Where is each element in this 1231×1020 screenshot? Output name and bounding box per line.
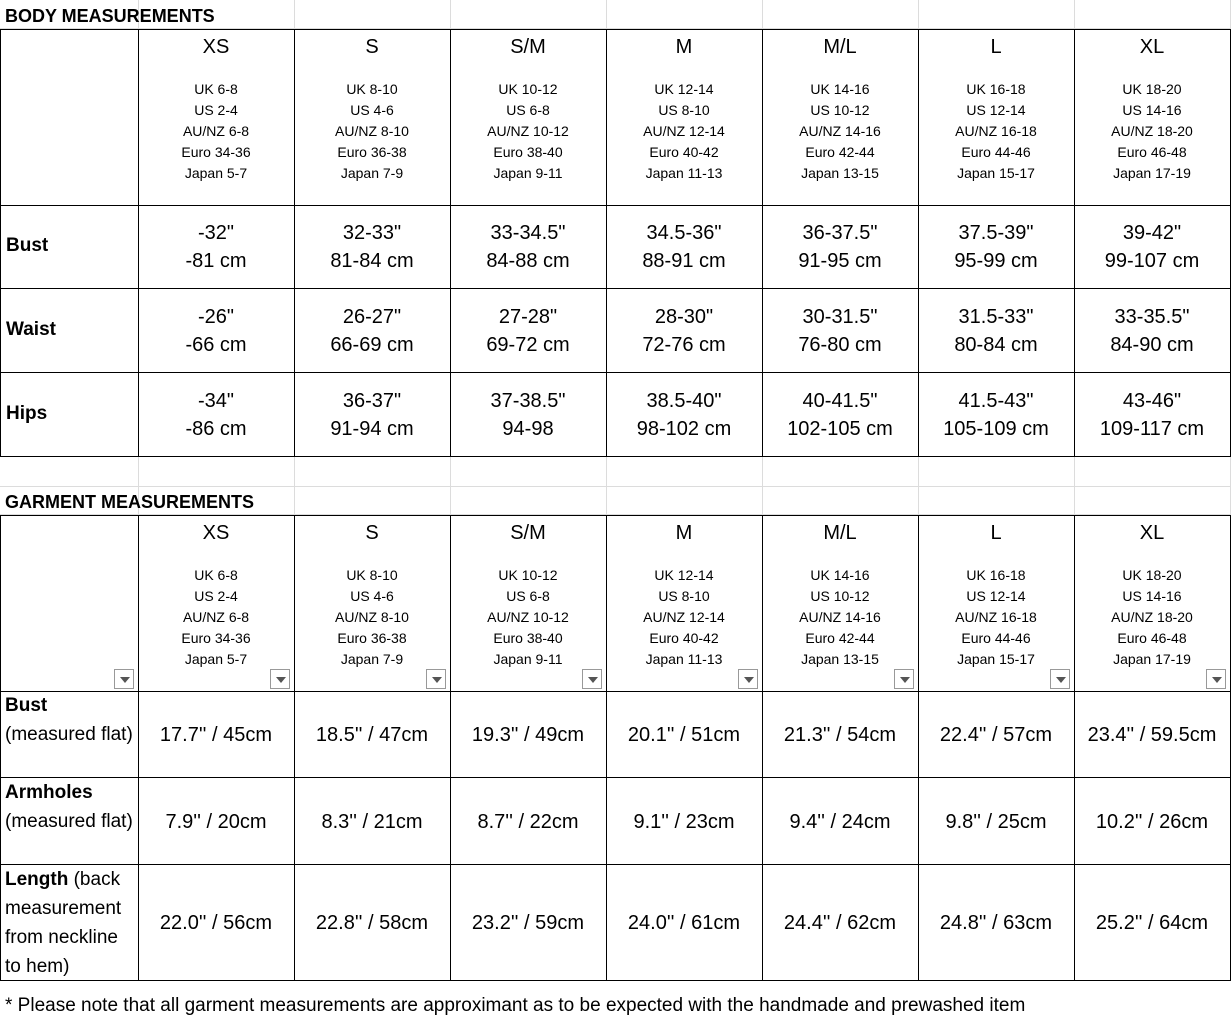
- value-inches: 36-37.5": [802, 222, 878, 244]
- size-conversions: [918, 79, 1074, 184]
- value-inches: 39-42": [1122, 222, 1182, 244]
- value-cell: [762, 691, 919, 778]
- value-cell: [1074, 205, 1231, 289]
- value-cm: 102-105 cm: [787, 418, 893, 440]
- conversion-us: US 4-6: [350, 102, 394, 118]
- conversion-us: US 12-14: [966, 102, 1026, 118]
- conversion-uk: UK 14-16: [810, 567, 870, 583]
- size-header: L: [990, 36, 1002, 58]
- conversion-us: US 6-8: [506, 588, 550, 604]
- conversion-uk: UK 8-10: [346, 567, 398, 583]
- value-inches: 34.5-36": [646, 222, 722, 244]
- value-cell: [762, 205, 919, 289]
- row-label-bold: Bust: [5, 695, 48, 716]
- value-cell: [606, 691, 763, 778]
- value-cell: [606, 0, 763, 29]
- value-cm: 66-69 cm: [330, 334, 414, 356]
- row-label-cell: [0, 373, 139, 457]
- conversion-jp: Japan 11-13: [645, 651, 723, 667]
- value-cell: [294, 373, 451, 457]
- value-cell: [918, 373, 1075, 457]
- value-cell: [762, 457, 919, 487]
- value-cell: [918, 30, 1075, 206]
- value-cell: [138, 778, 295, 865]
- value-cell: [918, 487, 1075, 515]
- value-inches: 37-38.5": [490, 390, 566, 412]
- value-cell: [1074, 289, 1231, 373]
- row-label-cell: [0, 457, 139, 487]
- conversion-eu: Euro 46-48: [1117, 630, 1187, 646]
- conversion-uk: UK 12-14: [654, 81, 714, 97]
- value-cell: [606, 373, 763, 457]
- size-header: S: [365, 522, 379, 544]
- garment-value: 9.4'' / 24cm: [789, 810, 891, 833]
- garment-value: 25.2'' / 64cm: [1095, 912, 1209, 934]
- conversion-us: US 2-4: [194, 102, 238, 118]
- value-inches: 41.5-43": [958, 390, 1034, 412]
- conversion-uk: UK 18-20: [1122, 81, 1182, 97]
- filter-dropdown-button[interactable]: [582, 669, 602, 689]
- value-cell: [1074, 778, 1231, 865]
- value-inches: 31.5-33": [958, 306, 1034, 328]
- conversion-eu: Euro 34-36: [181, 630, 251, 646]
- conversion-us: US 8-10: [658, 102, 710, 118]
- value-cell: [138, 457, 295, 487]
- row-label-cell: [0, 205, 139, 289]
- value-cm: 94-98: [502, 418, 554, 440]
- conversion-uk: UK 18-20: [1122, 567, 1182, 583]
- value-cm: 84-88 cm: [486, 250, 570, 272]
- row-label-detail: (back measurement from neckline to hem): [5, 869, 122, 977]
- row-label: Bust: [6, 235, 49, 256]
- garment-value: 19.3'' / 49cm: [471, 723, 585, 746]
- row-label-cell: [0, 516, 139, 692]
- value-cell: [918, 691, 1075, 778]
- footnote: * Please note that all garment measurements are approximant as to be expected with the handmade and prewashed item: [5, 995, 1026, 1016]
- conversion-jp: Japan 17-19: [1113, 651, 1191, 667]
- conversion-uk: UK 10-12: [498, 567, 558, 583]
- garment-value: 9.8'' / 25cm: [945, 810, 1047, 833]
- size-header: S/M: [510, 522, 546, 544]
- row-label-cell: [0, 30, 139, 206]
- conversion-us: US 8-10: [658, 588, 710, 604]
- value-inches: 32-33": [342, 222, 402, 244]
- value-cell: [450, 865, 607, 981]
- value-inches: 36-37": [342, 390, 402, 412]
- size-header: XL: [1139, 522, 1165, 544]
- conversion-jp: Japan 7-9: [340, 165, 404, 181]
- garment-value: 21.3'' / 54cm: [783, 723, 897, 746]
- conversion-eu: Euro 46-48: [1117, 144, 1187, 160]
- value-cell: [606, 205, 763, 289]
- conversion-eu: Euro 36-38: [337, 630, 407, 646]
- value-cell: [762, 487, 919, 515]
- conversion-au: AU/NZ 18-20: [1111, 609, 1193, 625]
- value-cell: [294, 865, 451, 981]
- body-size-header-row: [0, 29, 1231, 206]
- value-inches: 26-27": [342, 306, 402, 328]
- value-inches: 37.5-39": [958, 222, 1034, 244]
- conversion-us: US 2-4: [194, 588, 238, 604]
- row-label-detail: (measured flat): [5, 724, 133, 745]
- value-cell: [606, 865, 763, 981]
- value-cell: [606, 289, 763, 373]
- value-cell: [138, 289, 295, 373]
- row-label: [5, 778, 137, 836]
- value-cell: [450, 373, 607, 457]
- row-label: [5, 865, 137, 981]
- conversion-au: AU/NZ 12-14: [643, 609, 725, 625]
- filter-dropdown-button[interactable]: [894, 669, 914, 689]
- conversion-jp: Japan 15-17: [957, 165, 1035, 181]
- garment-value: 24.0'' / 61cm: [627, 912, 741, 934]
- garment-value: 24.4'' / 62cm: [783, 912, 897, 934]
- value-cm: 105-109 cm: [943, 418, 1049, 440]
- conversion-jp: Japan 13-15: [801, 165, 879, 181]
- value-cell: [450, 516, 607, 692]
- conversion-eu: Euro 36-38: [337, 144, 407, 160]
- value-cell: [294, 457, 451, 487]
- conversion-jp: Japan 17-19: [1113, 165, 1191, 181]
- value-cell: [450, 30, 607, 206]
- body-row-waist: [0, 289, 1231, 373]
- conversion-us: US 12-14: [966, 588, 1026, 604]
- row-label-cell: [0, 289, 139, 373]
- filter-dropdown-button[interactable]: [1206, 669, 1226, 689]
- value-inches: 30-31.5": [802, 306, 878, 328]
- value-cell: [1074, 691, 1231, 778]
- conversion-eu: Euro 44-46: [961, 630, 1031, 646]
- garment-value: 8.3'' / 21cm: [321, 810, 423, 833]
- value-cell: [606, 487, 763, 515]
- garment-value: 22.8'' / 58cm: [315, 912, 429, 934]
- garment-row-armholes: [0, 778, 1231, 865]
- conversion-au: AU/NZ 18-20: [1111, 123, 1193, 139]
- conversion-uk: UK 14-16: [810, 81, 870, 97]
- value-inches: 43-46": [1122, 390, 1182, 412]
- value-cell: [294, 30, 451, 206]
- value-cell: [762, 0, 919, 29]
- size-header: XL: [1139, 36, 1165, 58]
- value-cell: [294, 205, 451, 289]
- value-cell: [450, 289, 607, 373]
- value-inches: -26": [197, 306, 234, 328]
- conversion-jp: Japan 7-9: [340, 651, 404, 667]
- row-label-cell: [0, 691, 139, 778]
- value-cell: [606, 30, 763, 206]
- value-cell: [138, 30, 295, 206]
- value-cell: [918, 778, 1075, 865]
- value-cell: [450, 457, 607, 487]
- conversion-au: AU/NZ 14-16: [799, 123, 881, 139]
- value-cell: [762, 289, 919, 373]
- size-conversions: [138, 79, 294, 184]
- value-cell: [606, 516, 763, 692]
- conversion-au: AU/NZ 12-14: [643, 123, 725, 139]
- row-label: [5, 691, 137, 749]
- garment-value: 8.7'' / 22cm: [477, 810, 579, 833]
- conversion-jp: Japan 9-11: [493, 165, 563, 181]
- size-header: M: [675, 36, 693, 58]
- value-cell: [762, 373, 919, 457]
- value-inches: 27-28": [498, 306, 558, 328]
- garment-value: 23.4'' / 59.5cm: [1087, 723, 1217, 746]
- conversion-us: US 10-12: [810, 588, 870, 604]
- value-cm: -86 cm: [185, 418, 247, 440]
- conversion-au: AU/NZ 6-8: [182, 123, 250, 139]
- row-label-cell: [0, 865, 139, 981]
- conversion-uk: UK 16-18: [966, 567, 1026, 583]
- conversion-eu: Euro 40-42: [649, 630, 719, 646]
- size-conversions: [1074, 565, 1230, 670]
- value-cell: [1074, 30, 1231, 206]
- value-cell: [294, 516, 451, 692]
- row-label-detail: (measured flat): [5, 811, 133, 832]
- garment-value: 18.5'' / 47cm: [315, 723, 429, 746]
- value-cm: -66 cm: [185, 334, 247, 356]
- size-header: S: [365, 36, 379, 58]
- value-inches: -34": [197, 390, 234, 412]
- size-conversions: [918, 565, 1074, 670]
- row-label: Waist: [6, 319, 56, 340]
- garment-size-header-row: [0, 515, 1231, 692]
- value-inches: 38.5-40": [646, 390, 722, 412]
- value-cell: [918, 289, 1075, 373]
- conversion-au: AU/NZ 14-16: [799, 609, 881, 625]
- section-title-garment: GARMENT MEASUREMENTS: [5, 492, 255, 512]
- value-cell: [762, 516, 919, 692]
- size-conversions: [762, 565, 918, 670]
- value-cell: [138, 516, 295, 692]
- body-title-row: [0, 0, 1231, 29]
- size-conversions: [762, 79, 918, 184]
- value-cm: 99-107 cm: [1104, 250, 1200, 272]
- conversion-uk: UK 6-8: [194, 81, 238, 97]
- garment-value: 20.1'' / 51cm: [627, 723, 741, 746]
- size-conversions: [450, 565, 606, 670]
- value-cell: [918, 516, 1075, 692]
- value-inches: 28-30": [654, 306, 714, 328]
- value-cell: [606, 457, 763, 487]
- value-cell: [762, 865, 919, 981]
- size-conversions: [138, 565, 294, 670]
- value-cell: [762, 30, 919, 206]
- value-cell: [138, 865, 295, 981]
- value-cell: [294, 0, 451, 29]
- conversion-au: AU/NZ 10-12: [487, 123, 569, 139]
- value-cell: [450, 691, 607, 778]
- value-cell: [138, 691, 295, 778]
- row-label: Hips: [6, 403, 48, 424]
- garment-row-length: [0, 865, 1231, 981]
- value-cm: 69-72 cm: [486, 334, 570, 356]
- conversion-au: AU/NZ 8-10: [335, 123, 409, 139]
- value-cm: 91-94 cm: [330, 418, 414, 440]
- garment-title-row: [0, 487, 1231, 515]
- value-inches: 33-35.5": [1114, 306, 1190, 328]
- garment-value: 7.9'' / 20cm: [165, 810, 267, 833]
- value-cell: [294, 691, 451, 778]
- value-cm: -81 cm: [185, 250, 247, 272]
- size-conversions: [606, 565, 762, 670]
- conversion-eu: Euro 42-44: [805, 630, 875, 646]
- body-row-hips: [0, 373, 1231, 457]
- body-row-bust: [0, 205, 1231, 289]
- conversion-au: AU/NZ 10-12: [487, 609, 569, 625]
- conversion-eu: Euro 38-40: [493, 144, 563, 160]
- value-cm: 76-80 cm: [798, 334, 882, 356]
- size-header: S/M: [510, 36, 546, 58]
- row-label-bold: Length: [5, 869, 69, 890]
- value-cm: 109-117 cm: [1099, 418, 1205, 440]
- value-cm: 80-84 cm: [954, 334, 1038, 356]
- value-cell: [762, 778, 919, 865]
- garment-row-bust: [0, 691, 1231, 778]
- size-header: M/L: [823, 522, 857, 544]
- conversion-jp: Japan 5-7: [184, 165, 248, 181]
- size-header: M/L: [823, 36, 857, 58]
- size-conversions: [294, 79, 450, 184]
- value-cm: 88-91 cm: [642, 250, 726, 272]
- conversion-au: AU/NZ 6-8: [182, 609, 250, 625]
- conversion-au: AU/NZ 16-18: [955, 609, 1037, 625]
- conversion-uk: UK 12-14: [654, 567, 714, 583]
- conversion-uk: UK 16-18: [966, 81, 1026, 97]
- value-cm: 98-102 cm: [636, 418, 732, 440]
- value-cell: [918, 0, 1075, 29]
- value-inches: 40-41.5": [802, 390, 878, 412]
- filter-dropdown-button[interactable]: [738, 669, 758, 689]
- value-cell: [1074, 0, 1231, 29]
- conversion-jp: Japan 9-11: [493, 651, 563, 667]
- value-cell: [1074, 373, 1231, 457]
- value-cm: 81-84 cm: [330, 250, 414, 272]
- value-cell: [918, 457, 1075, 487]
- conversion-eu: Euro 38-40: [493, 630, 563, 646]
- conversion-au: AU/NZ 16-18: [955, 123, 1037, 139]
- value-cell: [294, 289, 451, 373]
- value-cell: [450, 205, 607, 289]
- size-conversions: [1074, 79, 1230, 184]
- row-label-bold: Armholes: [5, 782, 93, 803]
- garment-value: 10.2'' / 26cm: [1095, 810, 1209, 833]
- size-conversions: [606, 79, 762, 184]
- value-cell: [1074, 457, 1231, 487]
- conversion-uk: UK 8-10: [346, 81, 398, 97]
- garment-value: 24.8'' / 63cm: [939, 912, 1053, 934]
- conversion-us: US 6-8: [506, 102, 550, 118]
- value-cell: [450, 778, 607, 865]
- conversion-us: US 14-16: [1122, 588, 1182, 604]
- value-cell: [138, 373, 295, 457]
- value-cell: [138, 205, 295, 289]
- size-header: L: [990, 522, 1002, 544]
- size-conversions: [294, 565, 450, 670]
- value-cell: [450, 487, 607, 515]
- garment-value: 22.4'' / 57cm: [939, 723, 1053, 746]
- value-cell: [918, 865, 1075, 981]
- size-header: XS: [202, 522, 230, 544]
- value-cell: [294, 487, 451, 515]
- value-cm: 91-95 cm: [798, 250, 882, 272]
- conversion-us: US 4-6: [350, 588, 394, 604]
- conversion-us: US 14-16: [1122, 102, 1182, 118]
- value-cm: 84-90 cm: [1110, 334, 1194, 356]
- value-inches: 33-34.5": [490, 222, 566, 244]
- value-cell: [1074, 865, 1231, 981]
- conversion-eu: Euro 40-42: [649, 144, 719, 160]
- conversion-uk: UK 10-12: [498, 81, 558, 97]
- section-title-body: BODY MEASUREMENTS: [5, 6, 215, 26]
- conversion-eu: Euro 44-46: [961, 144, 1031, 160]
- conversion-jp: Japan 11-13: [645, 165, 723, 181]
- garment-value: 23.2'' / 59cm: [471, 912, 585, 934]
- conversion-eu: Euro 34-36: [181, 144, 251, 160]
- conversion-jp: Japan 13-15: [801, 651, 879, 667]
- garment-value: 22.0'' / 56cm: [159, 912, 273, 934]
- row-label-cell: [0, 778, 139, 865]
- conversion-jp: Japan 15-17: [957, 651, 1035, 667]
- conversion-jp: Japan 5-7: [184, 651, 248, 667]
- value-cm: 72-76 cm: [642, 334, 726, 356]
- value-inches: -32": [197, 222, 234, 244]
- garment-value: 9.1'' / 23cm: [633, 810, 735, 833]
- value-cell: [1074, 516, 1231, 692]
- value-cell: [606, 778, 763, 865]
- conversion-au: AU/NZ 8-10: [335, 609, 409, 625]
- conversion-us: US 10-12: [810, 102, 870, 118]
- conversion-uk: UK 6-8: [194, 567, 238, 583]
- filter-dropdown-button[interactable]: [1050, 669, 1070, 689]
- value-cell: [450, 0, 607, 29]
- value-cm: 95-99 cm: [954, 250, 1038, 272]
- size-header: XS: [202, 36, 230, 58]
- size-header: M: [675, 522, 693, 544]
- value-cell: [1074, 487, 1231, 515]
- filter-dropdown-button[interactable]: [114, 669, 134, 689]
- filter-dropdown-button[interactable]: [270, 669, 290, 689]
- conversion-eu: Euro 42-44: [805, 144, 875, 160]
- filter-dropdown-button[interactable]: [426, 669, 446, 689]
- size-conversions: [450, 79, 606, 184]
- value-cell: [918, 205, 1075, 289]
- garment-value: 17.7'' / 45cm: [159, 723, 273, 746]
- value-cell: [294, 778, 451, 865]
- spacer-row: [0, 457, 1231, 487]
